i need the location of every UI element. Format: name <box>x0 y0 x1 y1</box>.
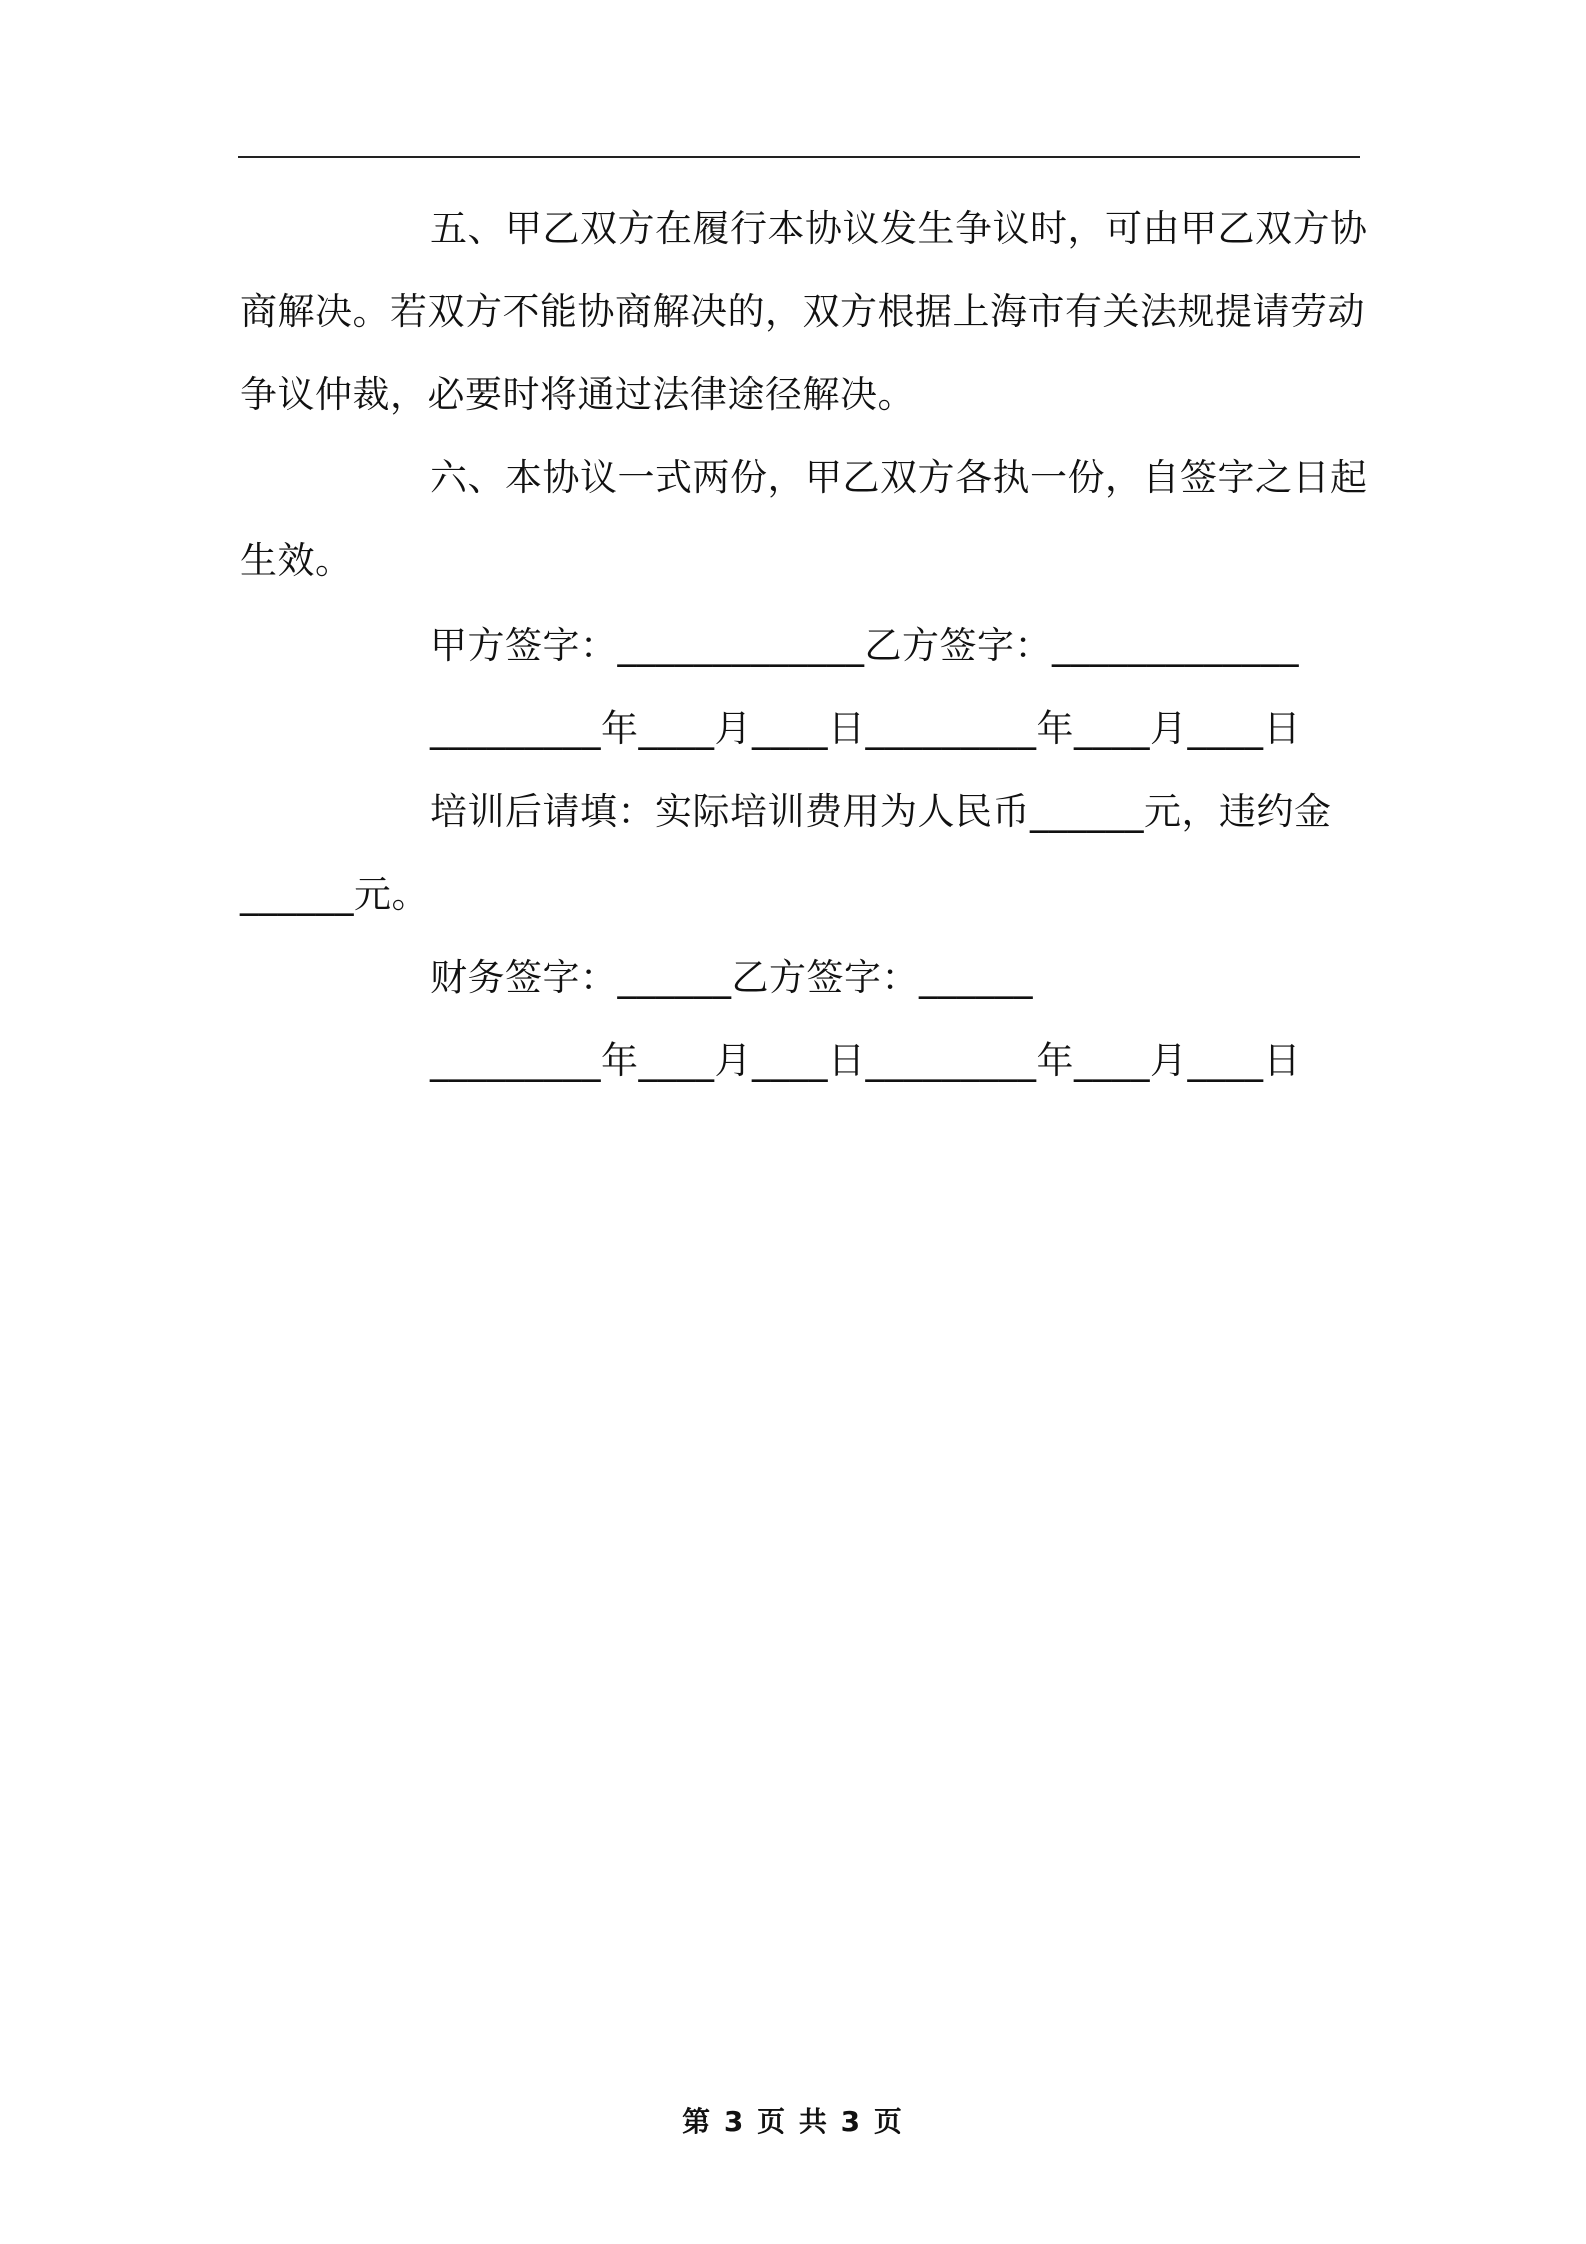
signature-line-parties: 甲方签字：_____________乙方签字：_____________ <box>430 624 1299 667</box>
date-line-finance: _________年____月____日_________年____月____日 <box>430 1039 1301 1082</box>
clause-5-line-3: 争议仲裁，必要时将通过法律途径解决。 <box>240 373 915 416</box>
header-rule <box>238 156 1360 158</box>
date-line-parties: _________年____月____日_________年____月____日 <box>430 707 1301 750</box>
clause-5-line-1: 五、甲乙双方在履行本协议发生争议时，可由甲乙双方协 <box>430 207 1368 250</box>
signature-line-finance: 财务签字：______乙方签字：______ <box>430 956 1033 999</box>
clause-6-line-2: 生效。 <box>240 539 353 582</box>
training-fee-line-2: ______元。 <box>240 873 429 916</box>
training-fee-line-1: 培训后请填：实际培训费用为人民币______元，违约金 <box>430 790 1332 833</box>
clause-6-line-1: 六、本协议一式两份，甲乙双方各执一份，自签字之日起 <box>430 456 1368 499</box>
clause-5-line-2: 商解决。若双方不能协商解决的，双方根据上海市有关法规提请劳动 <box>240 290 1365 333</box>
page-number: 第 3 页 共 3 页 <box>682 2105 904 2138</box>
